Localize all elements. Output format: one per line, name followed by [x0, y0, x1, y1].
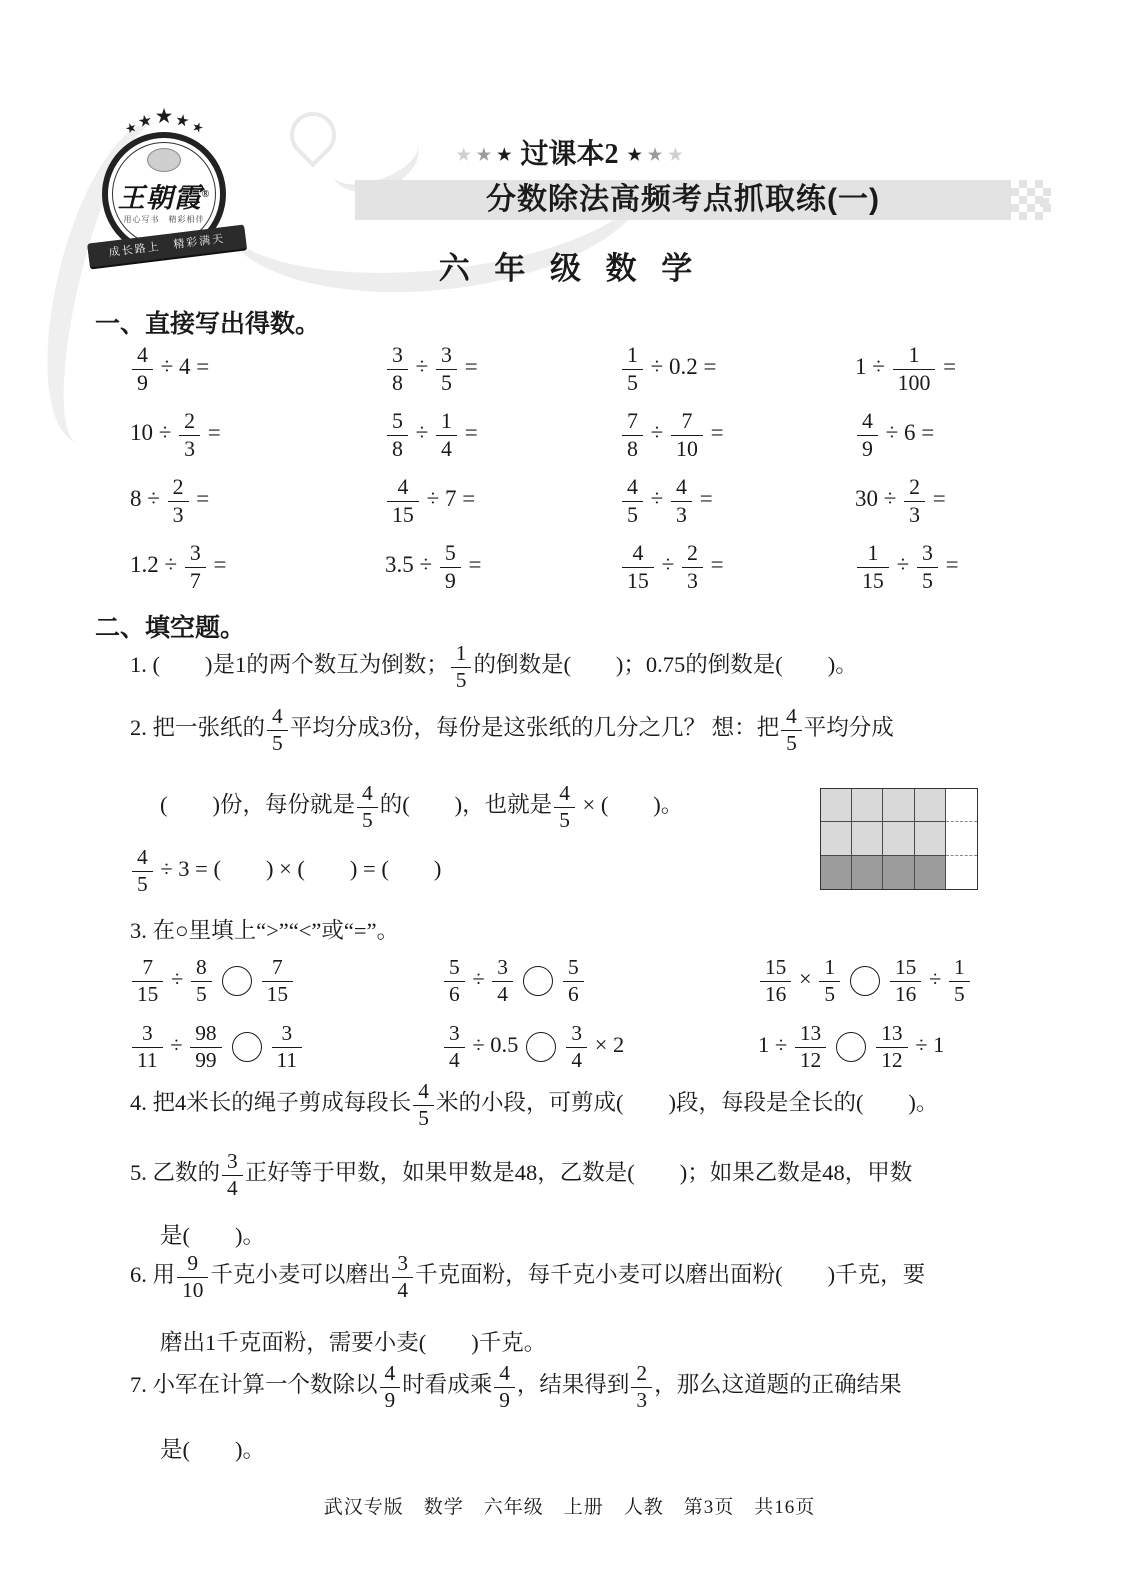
question-7-line1: 7. 小军在计算一个数除以 $\frac{4}{9}$ 时看成乘 $\frac{4}{9}$ ，结果得到 $\frac{2}{3}$ ，那么这道题的正确结果 — [130, 1361, 902, 1412]
calc-problem: $\frac{4}{15}$ ÷ $\frac{2}{3}$ = — [620, 534, 855, 600]
fraction: $\frac{4}{9}$ — [380, 1362, 401, 1412]
fraction: $\frac{9}{10}$ — [177, 1252, 208, 1302]
question-6-line2: 磨出1千克面粉，需要小麦( )千克。 — [160, 1330, 547, 1355]
worksheet-title-bar — [355, 180, 1011, 220]
star-icon: ★ — [497, 147, 512, 164]
star-icon: ★ — [154, 104, 176, 128]
question-4: 4. 把4米长的绳子剪成每段长 $\frac{4}{5}$ 米的小段，可剪成( )段，每段是全长的( )。 — [130, 1079, 939, 1130]
fraction: $\frac{15}{16}$ — [890, 956, 921, 1006]
star-icons — [625, 139, 686, 170]
calc-problem: 1.2 ÷ $\frac{3}{7}$ = — [130, 541, 227, 593]
comparison-circle-blank — [836, 1032, 866, 1062]
comparison-problem: $\frac{3}{4}$ ÷ 0.5 $\frac{3}{4}$ × 2 — [442, 1014, 758, 1080]
star-icon: ★ — [122, 118, 141, 137]
comparison-problem-grid — [130, 948, 1090, 1080]
diagram-cell — [821, 789, 852, 822]
fraction: $\frac{1}{100}$ — [893, 343, 936, 394]
diagram-cell — [915, 822, 946, 855]
diagram-cell — [821, 856, 852, 889]
fraction: $\frac{98}{99}$ — [190, 1022, 221, 1072]
question-2-line2: ( )份，每份就是 $\frac{4}{5}$ 的( )，也就是 $\frac{4}{5}$ × ( )。 — [160, 781, 684, 832]
worksheet-title: 分数除法高频考点抓取练(一) — [486, 183, 880, 216]
fraction: $\frac{3}{8}$ — [387, 343, 408, 394]
calc-problem: $\frac{4}{5}$ ÷ $\frac{4}{3}$ = — [620, 468, 855, 534]
star-icon: ★ — [627, 147, 642, 164]
registered-mark: ® — [201, 189, 211, 200]
brand-logo — [80, 104, 250, 270]
calc-problem: $\frac{1}{15}$ ÷ $\frac{3}{5}$ = — [855, 534, 1070, 600]
fraction: $\frac{3}{4}$ — [392, 1252, 413, 1302]
checker-dot-decoration — [1040, 198, 1049, 207]
diagram-cell — [946, 789, 977, 822]
fraction: $\frac{1}{5}$ — [451, 642, 472, 692]
calc-problem: $\frac{7}{8}$ ÷ $\frac{7}{10}$ = — [620, 402, 855, 468]
question-5-line1: 5. 乙数的 $\frac{3}{4}$ 正好等于甲数，如果甲数是48，乙数是( )；如果乙数是48，甲数 — [130, 1149, 913, 1200]
star-icon: ★ — [189, 118, 208, 137]
fraction: $\frac{4}{5}$ — [781, 705, 802, 755]
fraction: $\frac{3}{11}$ — [272, 1022, 303, 1072]
fraction: $\frac{15}{16}$ — [760, 956, 791, 1006]
calc-problem: $\frac{3}{8}$ ÷ $\frac{3}{5}$ = — [385, 336, 620, 402]
fraction: $\frac{3}{5}$ — [917, 541, 938, 592]
star-icon: ★ — [174, 111, 194, 132]
fraction: $\frac{2}{3}$ — [682, 541, 703, 592]
brand-ribbon-banner: 成长路上 精彩满天 — [87, 224, 247, 267]
calc-problem: $\frac{1}{5}$ ÷ 0.2 = — [620, 336, 855, 402]
diagram-cell — [883, 789, 914, 822]
fraction: $\frac{2}{3}$ — [631, 1362, 652, 1412]
calc-problem: 30 ÷ $\frac{2}{3}$ = — [855, 475, 946, 527]
fraction: $\frac{1}{5}$ — [622, 343, 643, 394]
star-icon: ★ — [456, 147, 471, 164]
fraction: $\frac{1}{5}$ — [819, 956, 840, 1006]
fraction: $\frac{4}{5}$ — [132, 846, 153, 896]
fraction: $\frac{3}{7}$ — [185, 541, 206, 592]
diagram-cell — [821, 822, 852, 855]
diagram-cell — [915, 856, 946, 889]
question-1: 1. ( )是1的两个数互为倒数； $\frac{1}{5}$ 的倒数是( )；0.75的倒数是( )。 — [130, 641, 858, 692]
diagram-cell — [852, 789, 883, 822]
fraction: $\frac{4}{5}$ — [267, 705, 288, 755]
fraction: $\frac{4}{5}$ — [622, 475, 643, 526]
calc-problem: 3.5 ÷ $\frac{5}{9}$ = — [385, 541, 482, 593]
comparison-circle-blank — [526, 1032, 556, 1062]
fraction: $\frac{3}{5}$ — [436, 343, 457, 394]
diagram-cell — [883, 822, 914, 855]
calc-problem: 1 ÷ $\frac{1}{100}$ = — [855, 343, 957, 395]
fraction: $\frac{4}{5}$ — [357, 782, 378, 832]
star-icons — [453, 139, 514, 170]
section2-heading: 二、填空题。 — [95, 614, 246, 642]
diagram-cell — [883, 856, 914, 889]
fraction: $\frac{4}{3}$ — [671, 475, 692, 526]
fraction: $\frac{2}{3}$ — [904, 475, 925, 526]
fraction: $\frac{5}{9}$ — [440, 541, 461, 592]
diagram-cell — [946, 822, 977, 855]
diagram-cell — [946, 856, 977, 889]
question-6-line1: 6. 用 $\frac{9}{10}$ 千克小麦可以磨出 $\frac{3}{4}$ 千克面粉，每千克小麦可以磨出面粉( )千克，要 — [130, 1251, 926, 1302]
fraction: $\frac{5}{6}$ — [444, 956, 465, 1006]
comparison-circle-blank — [232, 1032, 262, 1062]
fraction: $\frac{4}{15}$ — [622, 541, 654, 592]
calc-problem: $\frac{4}{9}$ ÷ 6 = — [855, 402, 1070, 468]
diagram-cell — [915, 789, 946, 822]
fraction: $\frac{2}{3}$ — [179, 409, 200, 460]
fraction: $\frac{7}{8}$ — [622, 409, 643, 460]
calc-problem: $\frac{4}{9}$ ÷ 4 = — [130, 336, 385, 402]
fraction: $\frac{7}{15}$ — [262, 956, 293, 1006]
star-icons — [80, 104, 250, 137]
fraction: $\frac{2}{3}$ — [168, 475, 189, 526]
fraction: $\frac{4}{9}$ — [132, 343, 153, 394]
fraction: $\frac{3}{4}$ — [222, 1150, 243, 1200]
page-footer: 武汉专版 数学 六年级 上册 人教 第3页 共16页 — [323, 1497, 816, 1518]
question-2-line1: 2. 把一张纸的 $\frac{4}{5}$ 平均分成3份，每份是这张纸的几分之几？ 想：把 $\frac{4}{5}$ 平均分成 — [130, 704, 894, 755]
question-5-line2: 是( )。 — [160, 1223, 265, 1248]
question-7-line2: 是( )。 — [160, 1437, 265, 1462]
fraction: $\frac{1}{5}$ — [949, 956, 970, 1006]
star-icon: ★ — [647, 147, 663, 164]
comparison-problem: $\frac{3}{11}$ ÷ $\frac{98}{99}$ $\frac{3}{11}$ — [130, 1014, 442, 1080]
calculation-problem-grid — [130, 336, 1090, 600]
question-3-heading: 3. 在○里填上“>”“<”或“=”。 — [130, 918, 400, 943]
comparison-problem: 1 ÷ $\frac{13}{12}$ $\frac{13}{12}$ ÷ 1 — [758, 1021, 945, 1072]
section1-heading: 一、直接写出得数。 — [95, 310, 321, 338]
calc-problem: 8 ÷ $\frac{2}{3}$ = — [130, 475, 210, 527]
fraction: $\frac{13}{12}$ — [795, 1022, 826, 1072]
star-icon: ★ — [476, 147, 492, 164]
comparison-problem: $\frac{5}{6}$ ÷ $\frac{3}{4}$ $\frac{5}{6}$ — [442, 948, 758, 1014]
comparison-circle-blank — [850, 966, 880, 996]
fraction: $\frac{4}{5}$ — [554, 782, 575, 832]
star-icon: ★ — [668, 147, 683, 164]
fraction: $\frac{3}{4}$ — [492, 956, 513, 1006]
question-2-line3: $\frac{4}{5}$ ÷ 3 = ( ) × ( ) = ( ) — [130, 846, 441, 896]
comparison-circle-blank — [222, 966, 252, 996]
calc-problem: $\frac{5}{8}$ ÷ $\frac{1}{4}$ = — [385, 402, 620, 468]
fraction: $\frac{4}{5}$ — [413, 1080, 434, 1130]
comparison-circle-blank — [523, 966, 553, 996]
diagram-cell — [852, 822, 883, 855]
brand-name: 王朝霞® — [117, 183, 211, 213]
comparison-problem: $\frac{15}{16}$ × $\frac{1}{5}$ $\frac{15}{16}$ ÷ $\frac{1}{5}$ — [758, 948, 1088, 1014]
fraction: $\frac{4}{9}$ — [494, 1362, 515, 1412]
portrait-icon — [147, 148, 181, 172]
fraction: $\frac{3}{4}$ — [444, 1022, 465, 1072]
star-icon: ★ — [136, 111, 156, 132]
comparison-problem: $\frac{7}{15}$ ÷ $\frac{8}{5}$ $\frac{7}{15}$ — [130, 948, 442, 1014]
fraction: $\frac{4}{9}$ — [857, 409, 878, 460]
fraction: $\frac{1}{15}$ — [857, 541, 889, 592]
calc-problem: 10 ÷ $\frac{2}{3}$ = — [130, 409, 221, 461]
fraction: $\frac{3}{11}$ — [132, 1022, 163, 1072]
fraction: $\frac{13}{12}$ — [876, 1022, 907, 1072]
fraction: $\frac{4}{15}$ — [387, 475, 419, 526]
tagline-text: 过课本2 — [520, 139, 619, 170]
grade-subject-subtitle: 六 年 级 数 学 — [438, 251, 701, 286]
fraction-grid-diagram — [820, 788, 978, 890]
fraction: $\frac{7}{10}$ — [671, 409, 703, 460]
fraction: $\frac{5}{6}$ — [563, 956, 584, 1006]
fraction: $\frac{8}{5}$ — [191, 956, 212, 1006]
brand-slogan-small: 用心写书 精彩相伴 — [123, 215, 205, 224]
calc-problem: $\frac{4}{15}$ ÷ 7 = — [385, 468, 620, 534]
diagram-cell — [852, 856, 883, 889]
fraction: $\frac{3}{4}$ — [566, 1022, 587, 1072]
fraction: $\frac{5}{8}$ — [387, 409, 408, 460]
fraction: $\frac{7}{15}$ — [132, 956, 163, 1006]
fraction: $\frac{1}{4}$ — [436, 409, 457, 460]
